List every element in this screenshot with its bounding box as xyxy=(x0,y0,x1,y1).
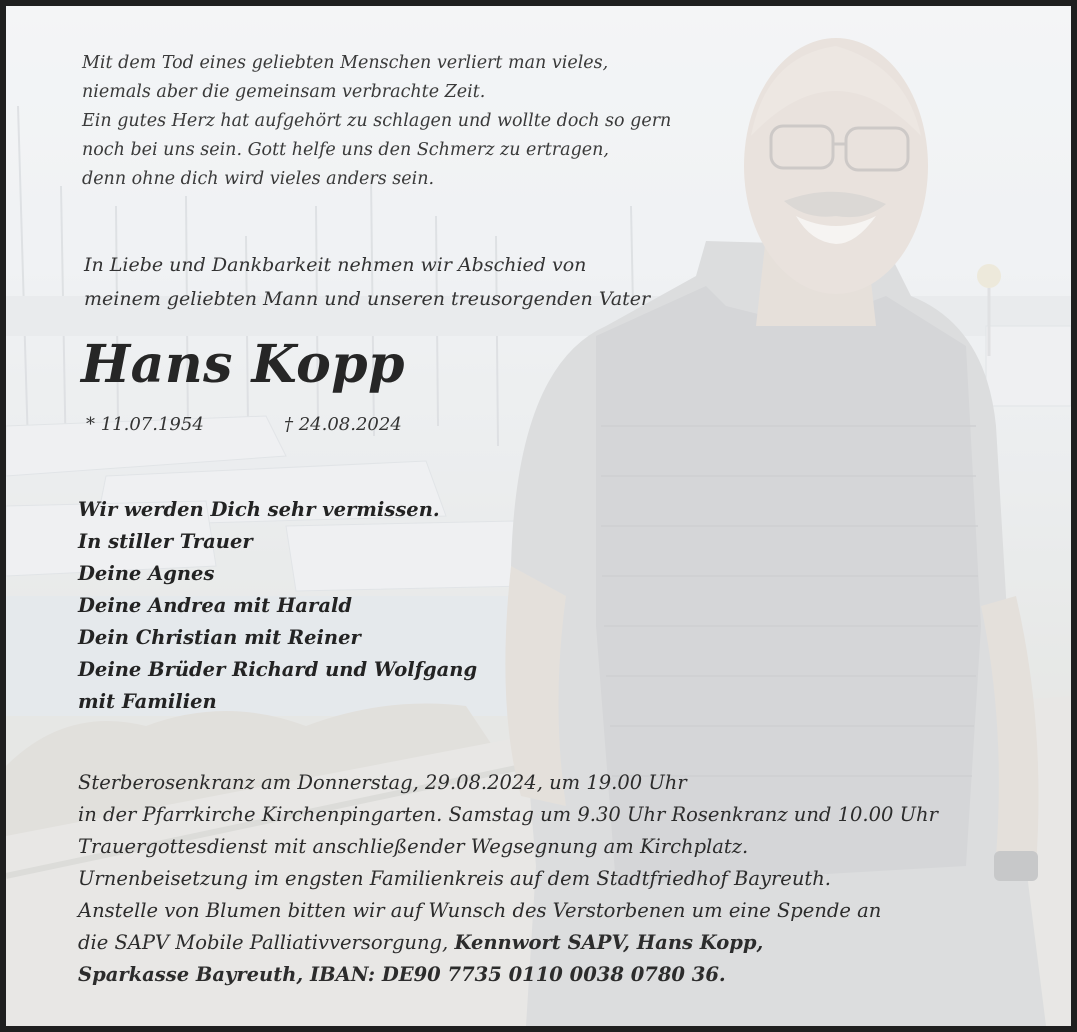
service-info-line: Trauergottesdienst mit anschließender Wegsegnung am Kirchplatz. xyxy=(78,835,749,858)
donation-keyword: Kennwort SAPV, Hans Kopp, xyxy=(454,931,764,954)
donation-recipient: die SAPV Mobile Palliativversorgung, xyxy=(78,931,455,954)
mourner-line: Deine Agnes xyxy=(78,562,215,585)
poem-line: noch bei uns sein. Gott helfe uns den Schmerz zu ertragen, xyxy=(82,140,609,160)
donation-info-line xyxy=(78,927,763,959)
donation-info-line: Anstelle von Blumen bitten wir auf Wunsch des Verstorbenen um eine Spende an xyxy=(78,899,882,922)
poem-line: niemals aber die gemeinsam verbrachte Zeit. xyxy=(82,82,486,102)
mourner-line: In stiller Trauer xyxy=(78,530,253,553)
mourner-line: mit Familien xyxy=(78,690,217,713)
death-date: † 24.08.2024 xyxy=(284,414,402,435)
mourner-line: Deine Andrea mit Harald xyxy=(78,594,352,617)
poem-line: denn ohne dich wird vieles anders sein. xyxy=(82,169,435,189)
mourner-line: Wir werden Dich sehr vermissen. xyxy=(78,498,440,521)
poem-line: Ein gutes Herz hat aufgehört zu schlagen und wollte doch so gern xyxy=(82,111,672,131)
service-info-line: Sterberosenkranz am Donnerstag, 29.08.2024, um 19.00 Uhr xyxy=(78,771,687,794)
mourner-line: Dein Christian mit Reiner xyxy=(78,626,361,649)
poem-line: Mit dem Tod eines geliebten Menschen verliert man vieles, xyxy=(82,53,609,73)
farewell-line: In Liebe und Dankbarkeit nehmen wir Abschied von xyxy=(84,254,587,276)
service-info-line: Urnenbeisetzung im engsten Familienkreis auf dem Stadtfriedhof Bayreuth. xyxy=(78,867,831,890)
deceased-name: Hans Kopp xyxy=(81,334,405,395)
bank-details: Sparkasse Bayreuth, IBAN: DE90 7735 0110 0038 0780 36. xyxy=(78,963,726,986)
service-info-line: in der Pfarrkirche Kirchenpingarten. Samstag um 9.30 Uhr Rosenkranz und 10.00 Uhr xyxy=(78,803,938,826)
mourner-line: Deine Brüder Richard und Wolfgang xyxy=(78,658,478,681)
birth-date: * 11.07.1954 xyxy=(86,414,204,435)
farewell-line: meinem geliebten Mann und unseren treusorgenden Vater xyxy=(84,288,651,310)
